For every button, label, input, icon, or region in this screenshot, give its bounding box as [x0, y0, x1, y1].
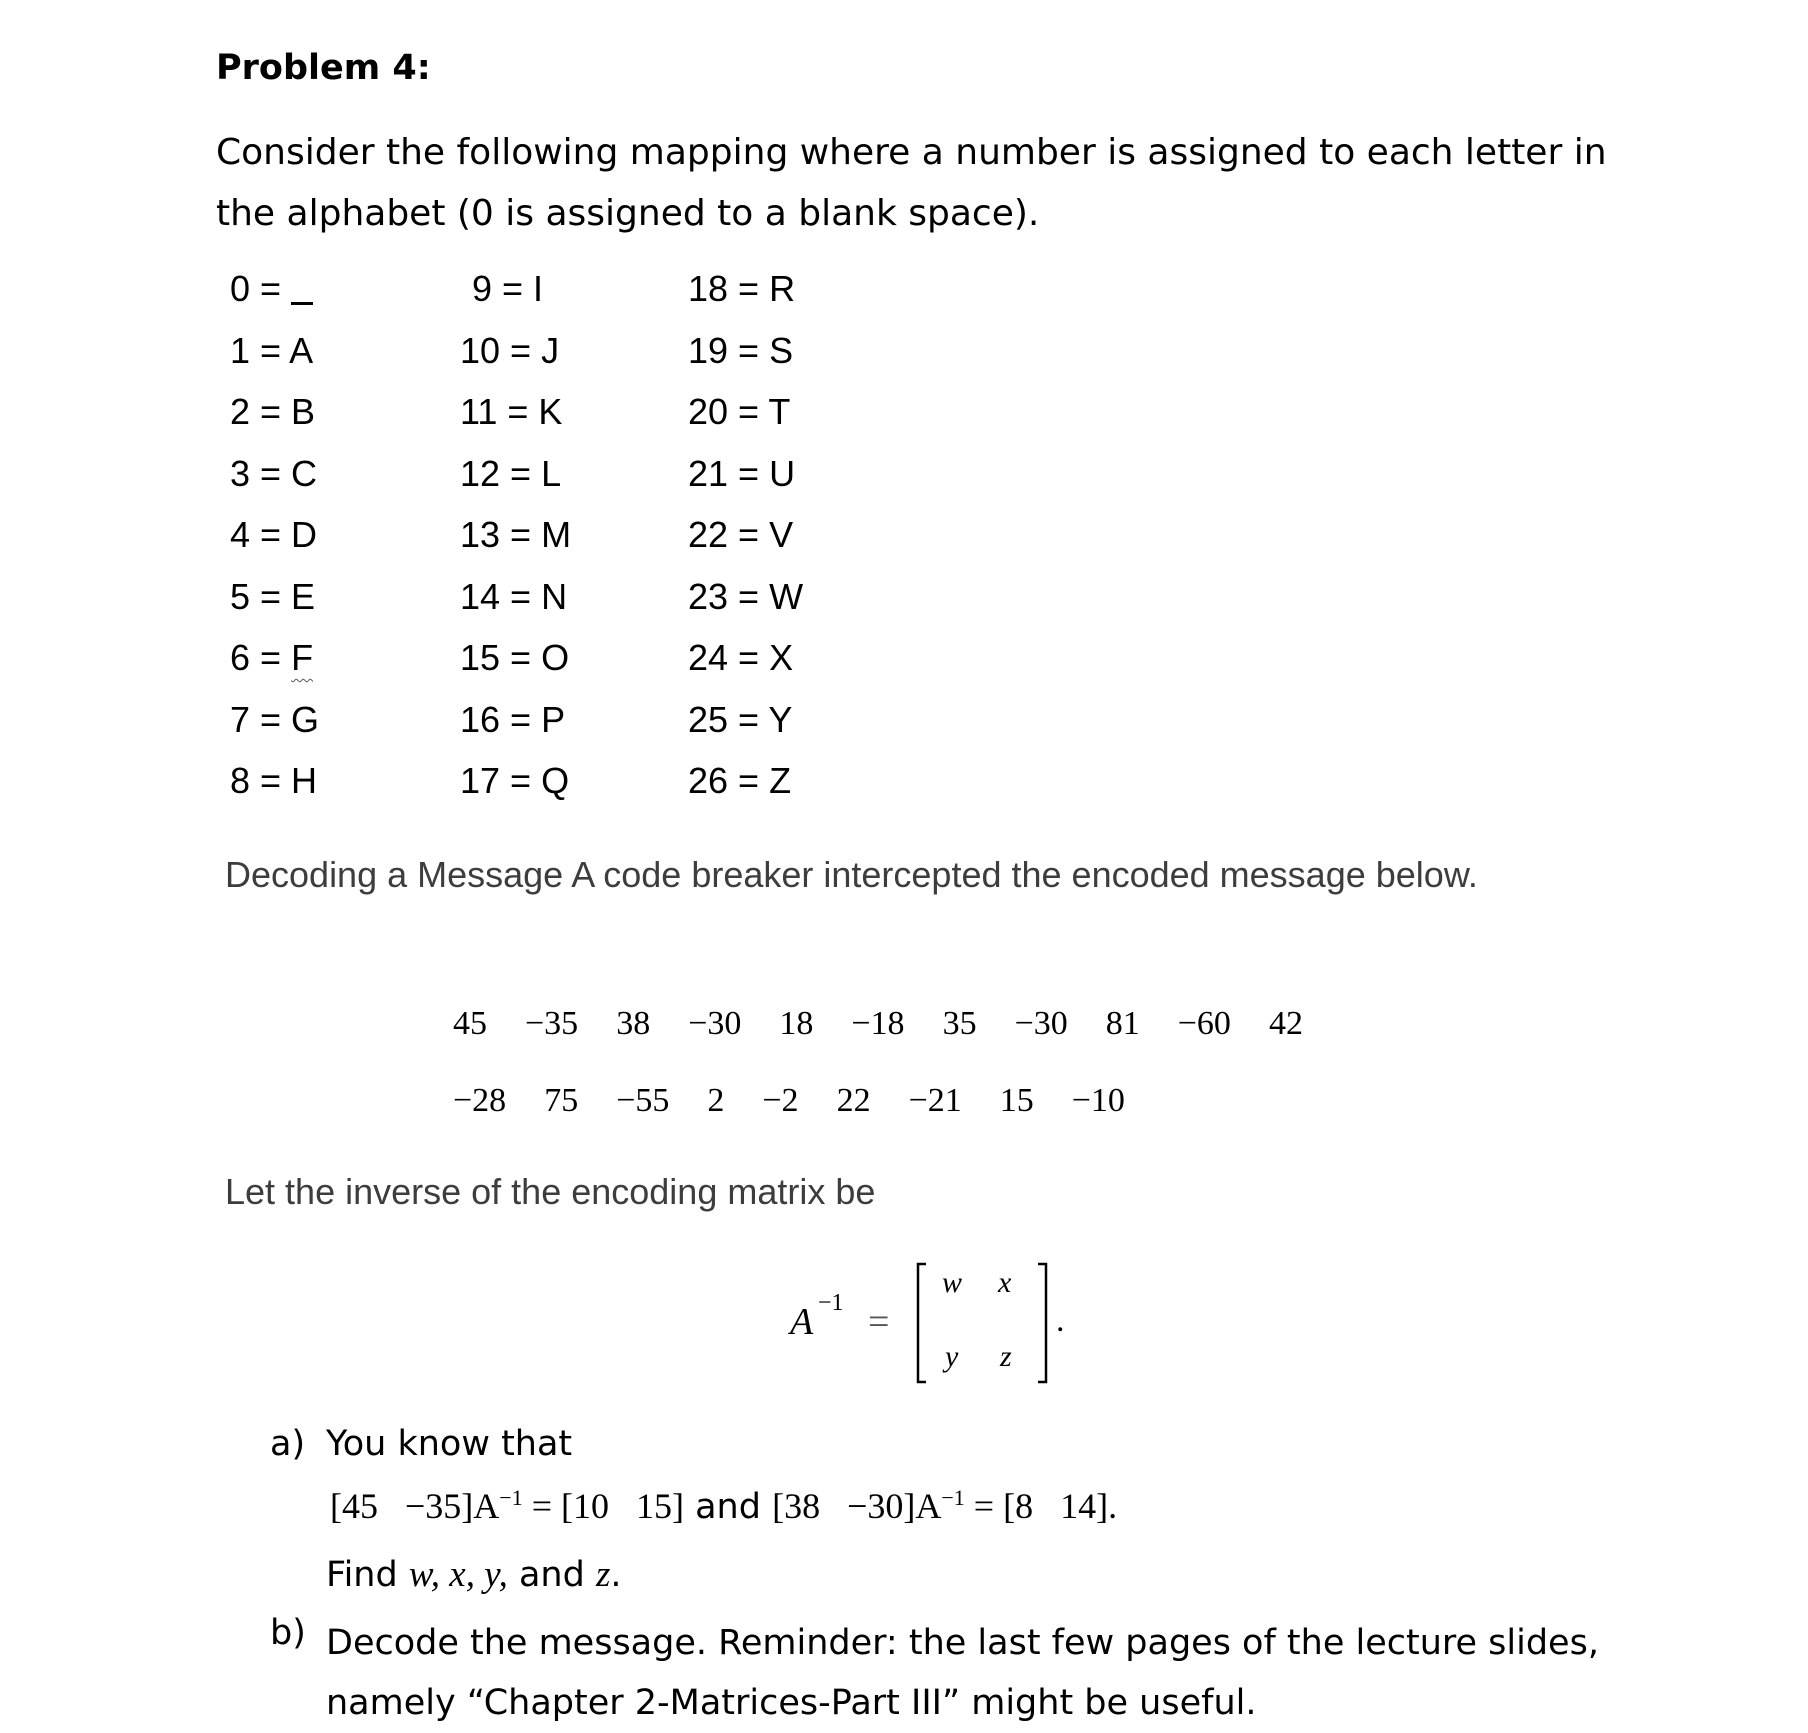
find-and: and — [507, 1555, 596, 1595]
encoded-number: 42 — [1268, 1005, 1303, 1042]
mapping-entry: 19 = S — [688, 329, 794, 371]
encoded-number: 18 — [779, 1005, 814, 1042]
encoded-number: 15 — [999, 1082, 1034, 1119]
mapping-entry: 23 = W — [688, 575, 804, 617]
encoded-number: −21 — [908, 1082, 962, 1119]
part-a-intro: You know that — [326, 1424, 573, 1464]
part-b-text: Decode the message. Reminder: the last few pages of the lecture slides, namely “Chapter 2-Matrices-Part III” might be useful. — [326, 1623, 1599, 1723]
problem-intro: Consider the following mapping where a number is assigned to each letter in the alphabet (0 is assigned to a blank space). — [216, 132, 1607, 234]
inverse-superscript: −1 — [499, 1485, 523, 1510]
mapping-entry: 10 = J — [460, 329, 560, 371]
encoded-number: −10 — [1071, 1082, 1125, 1119]
mapping-entry — [230, 258, 319, 320]
encoded-row-2 — [453, 1082, 1163, 1120]
blank-underscore — [291, 272, 313, 305]
encoded-number: 75 — [544, 1082, 579, 1119]
mapping-text: 0 = — [230, 268, 292, 309]
mapping-entry: 9 = I — [472, 268, 544, 309]
encoded-number: 81 — [1105, 1005, 1140, 1042]
mapping-entry: 16 = P — [460, 698, 566, 740]
matrix-entry-x: x — [998, 1266, 1012, 1299]
matrix-a-symbol: A — [790, 1301, 814, 1343]
spellcheck-letter: F — [291, 637, 314, 678]
mapping-entry: 25 = Y — [688, 698, 793, 740]
mapping-column-2 — [460, 258, 571, 812]
mapping-entry: 26 = Z — [688, 760, 792, 801]
mapping-entry: 8 = H — [230, 760, 318, 801]
mapping-entry — [230, 627, 319, 689]
mapping-entry: 13 = M — [460, 514, 572, 555]
encoded-number: 45 — [453, 1005, 487, 1042]
mapping-entry: 1 = A — [230, 329, 314, 371]
encoded-number: 38 — [616, 1005, 651, 1042]
inverse-superscript: −1 — [941, 1485, 965, 1510]
part-b-label: b) — [270, 1613, 306, 1653]
encoded-number: −30 — [688, 1005, 742, 1042]
equation-1-lhs: [45 −35]A — [330, 1486, 500, 1526]
encoded-number: −60 — [1177, 1005, 1231, 1042]
mapping-entry: 12 = L — [460, 452, 562, 494]
encoded-number: 35 — [942, 1005, 977, 1042]
mapping-text: 6 = — [230, 637, 292, 678]
encoded-number: −55 — [616, 1082, 670, 1119]
matrix-brackets — [912, 1258, 1052, 1388]
equation-1-rhs: = [10 15] — [522, 1486, 684, 1526]
part-a-equations — [330, 1485, 1117, 1527]
mapping-entry: 4 = D — [230, 514, 318, 555]
find-period: . — [610, 1555, 622, 1595]
matrix-entry-y: y — [945, 1340, 959, 1373]
find-variable-z: z — [595, 1554, 611, 1595]
equals-sign: = — [868, 1301, 890, 1343]
mapping-entry: 24 = X — [688, 637, 794, 678]
decoding-intro: Decoding a Message A code breaker intercepted the encoded message below. — [225, 854, 1478, 895]
mapping-entry: 5 = E — [230, 575, 316, 617]
problem-title: Problem 4: — [216, 48, 431, 88]
encoded-number: −28 — [453, 1082, 507, 1119]
encoded-number: −30 — [1014, 1005, 1068, 1042]
equation-period: . — [1056, 1302, 1065, 1339]
mapping-entry: 22 = V — [688, 514, 794, 555]
mapping-entry: 20 = T — [688, 391, 791, 432]
encoded-number: −35 — [525, 1005, 579, 1042]
part-a-find — [326, 1553, 622, 1596]
part-a-label: a) — [270, 1424, 306, 1464]
matrix-entry-w: w — [942, 1266, 963, 1299]
equation-2-rhs: = [8 14]. — [964, 1486, 1118, 1526]
mapping-entry: 21 = U — [688, 452, 796, 494]
mapping-entry: 14 = N — [460, 575, 568, 617]
mapping-entry: 17 = Q — [460, 760, 570, 801]
mapping-entry: 15 = O — [460, 637, 570, 678]
mapping-entry: 3 = C — [230, 452, 318, 494]
mapping-entry: 11 = K — [460, 391, 563, 432]
inverse-intro: Let the inverse of the encoding matrix be — [225, 1171, 876, 1212]
inverse-superscript: −1 — [818, 1290, 844, 1316]
mapping-entry: 18 = R — [688, 268, 796, 309]
encoded-number: 2 — [707, 1082, 725, 1119]
encoded-row-1 — [453, 1005, 1341, 1043]
inverse-matrix-equation — [790, 1258, 1090, 1388]
encoded-number: 22 — [836, 1082, 871, 1119]
mapping-column-3 — [688, 258, 803, 812]
mapping-column-1 — [230, 258, 319, 812]
find-prefix: Find — [326, 1555, 409, 1595]
matrix-entry-z: z — [1000, 1340, 1012, 1373]
mapping-entry: 2 = B — [230, 391, 316, 432]
find-variables: w, x, y, — [408, 1554, 508, 1595]
equation-2-lhs: [38 −30]A — [772, 1486, 942, 1526]
encoded-number: −18 — [851, 1005, 905, 1042]
and-connector: and — [683, 1487, 773, 1527]
encoded-number: −2 — [762, 1082, 799, 1119]
mapping-entry: 7 = G — [230, 698, 320, 740]
